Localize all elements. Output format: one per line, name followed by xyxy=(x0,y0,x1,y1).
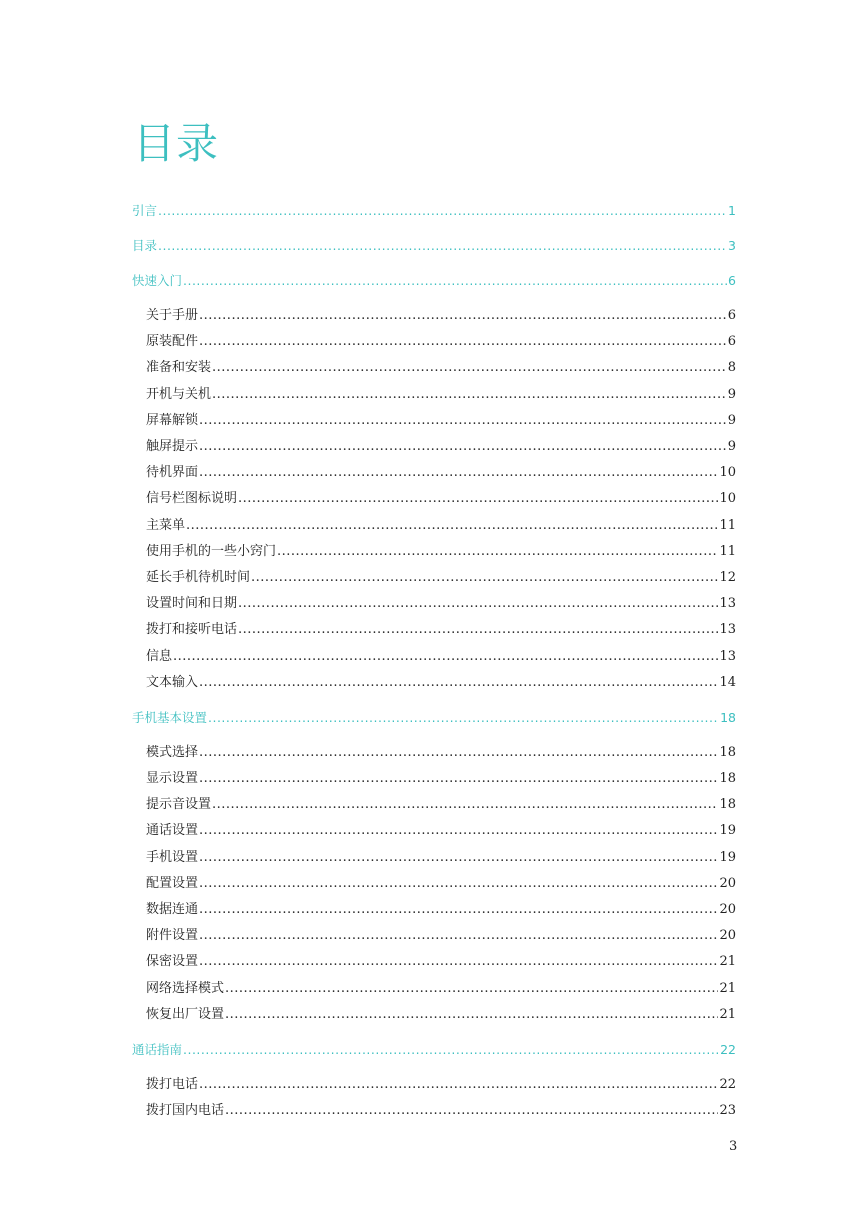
toc-entry-page: 18 xyxy=(719,797,736,812)
toc-entry-page: 19 xyxy=(719,823,736,838)
toc-entry-label: 显示设置 xyxy=(146,771,199,786)
toc-leader-dots xyxy=(199,464,718,482)
toc-entry-label: 恢复出厂设置 xyxy=(146,1007,225,1022)
toc-entry-page: 11 xyxy=(719,518,736,533)
toc-leader-dots xyxy=(212,386,727,404)
toc-entry-page: 21 xyxy=(719,981,736,996)
toc-leader-dots xyxy=(208,709,719,727)
toc-entry-label: 拨打和接听电话 xyxy=(146,622,238,637)
toc-entry-label: 快速入门 xyxy=(132,273,183,288)
toc-entry-label: 准备和安装 xyxy=(146,360,212,375)
toc-chapter-entry[interactable] xyxy=(132,202,736,220)
toc-leader-dots xyxy=(225,1102,718,1120)
toc-leader-dots xyxy=(277,543,718,561)
toc-section-entry[interactable] xyxy=(146,927,736,945)
toc-entry-label: 原装配件 xyxy=(146,334,199,349)
toc-entry-page: 6 xyxy=(727,334,736,349)
toc-leader-dots xyxy=(183,1041,719,1059)
toc-entry-page: 14 xyxy=(719,675,736,690)
toc-leader-dots xyxy=(199,953,718,971)
toc-section-entry[interactable] xyxy=(146,595,736,613)
toc-leader-dots xyxy=(158,202,727,220)
toc-leader-dots xyxy=(225,1006,718,1024)
toc-leader-dots xyxy=(212,359,727,377)
toc-entry-label: 手机设置 xyxy=(146,850,199,865)
toc-entry-label: 引言 xyxy=(132,203,158,218)
toc-chapter-entry[interactable] xyxy=(132,709,736,727)
toc-entry-label: 开机与关机 xyxy=(146,387,212,402)
toc-entry-page: 6 xyxy=(728,273,736,288)
toc-entry-page: 13 xyxy=(719,622,736,637)
toc-entry-page: 3 xyxy=(728,238,736,253)
toc-section-entry[interactable] xyxy=(146,822,736,840)
toc-entry-label: 文本输入 xyxy=(146,675,199,690)
toc-section-entry[interactable] xyxy=(146,386,736,404)
toc-section-entry[interactable] xyxy=(146,438,736,456)
toc-section-entry[interactable] xyxy=(146,359,736,377)
toc-section-entry[interactable] xyxy=(146,953,736,971)
toc-section-entry[interactable] xyxy=(146,1102,736,1120)
toc-section-entry[interactable] xyxy=(146,1006,736,1024)
toc-entry-label: 待机界面 xyxy=(146,465,199,480)
toc-leader-dots xyxy=(212,796,718,814)
toc-entry-label: 主菜单 xyxy=(146,518,186,533)
toc-leader-dots xyxy=(199,744,718,762)
toc-section-entry[interactable] xyxy=(146,1076,736,1094)
toc-entry-page: 10 xyxy=(719,491,736,506)
toc-section-entry[interactable] xyxy=(146,464,736,482)
toc-section-entry[interactable] xyxy=(146,849,736,867)
toc-entry-label: 使用手机的一些小窍门 xyxy=(146,544,277,559)
toc-entry-label: 提示音设置 xyxy=(146,797,212,812)
toc-entry-page: 18 xyxy=(719,745,736,760)
toc-leader-dots xyxy=(173,648,718,666)
toc-leader-dots xyxy=(238,595,718,613)
toc-entry-label: 附件设置 xyxy=(146,928,199,943)
toc-leader-dots xyxy=(199,927,718,945)
toc-leader-dots xyxy=(238,621,718,639)
toc-entry-label: 数据连通 xyxy=(146,902,199,917)
toc-chapter-entry[interactable] xyxy=(132,237,736,255)
toc-entry-label: 信息 xyxy=(146,649,173,664)
toc-section-entry[interactable] xyxy=(146,770,736,788)
toc-entry-label: 拨打电话 xyxy=(146,1077,199,1092)
toc-entry-page: 13 xyxy=(719,649,736,664)
toc-entry-page: 1 xyxy=(728,203,736,218)
toc-leader-dots xyxy=(186,517,718,535)
toc-entry-label: 屏幕解锁 xyxy=(146,413,199,428)
toc-section-entry[interactable] xyxy=(146,744,736,762)
toc-entry-page: 21 xyxy=(719,1007,736,1022)
toc-leader-dots xyxy=(199,674,718,692)
toc-entry-page: 11 xyxy=(719,544,736,559)
toc-section-entry[interactable] xyxy=(146,980,736,998)
toc-entry-page: 21 xyxy=(719,954,736,969)
toc-entry-page: 22 xyxy=(719,1077,736,1092)
page-number: 3 xyxy=(729,1139,738,1154)
toc-entry-page: 19 xyxy=(719,850,736,865)
toc-section-entry[interactable] xyxy=(146,901,736,919)
toc-entry-label: 信号栏图标说明 xyxy=(146,491,238,506)
toc-entry-page: 9 xyxy=(727,413,736,428)
toc-leader-dots xyxy=(199,770,718,788)
toc-entry-label: 关于手册 xyxy=(146,308,199,323)
toc-entry-page: 18 xyxy=(719,771,736,786)
page-title: 目录 xyxy=(133,119,220,168)
toc-leader-dots xyxy=(199,307,727,325)
toc-leader-dots xyxy=(199,1076,718,1094)
toc-entry-label: 目录 xyxy=(132,238,158,253)
toc-entry-label: 网络选择模式 xyxy=(146,981,225,996)
toc-leader-dots xyxy=(251,569,718,587)
toc-entry-page: 18 xyxy=(720,710,736,725)
toc-entry-page: 20 xyxy=(719,902,736,917)
toc-entry-label: 通话设置 xyxy=(146,823,199,838)
toc-entry-page: 12 xyxy=(719,570,736,585)
toc-entry-page: 8 xyxy=(727,360,736,375)
toc-leader-dots xyxy=(225,980,718,998)
toc-leader-dots xyxy=(199,822,718,840)
toc-entry-page: 9 xyxy=(727,439,736,454)
toc-entry-page: 6 xyxy=(727,308,736,323)
toc-section-entry[interactable] xyxy=(146,569,736,587)
toc-entry-page: 20 xyxy=(719,928,736,943)
toc-entry-label: 设置时间和日期 xyxy=(146,596,238,611)
toc-leader-dots xyxy=(199,333,727,351)
toc-leader-dots xyxy=(238,490,718,508)
toc-leader-dots xyxy=(199,412,727,430)
toc-chapter-entry[interactable] xyxy=(132,1041,736,1059)
toc-leader-dots xyxy=(199,849,718,867)
toc-section-entry[interactable] xyxy=(146,517,736,535)
toc-leader-dots xyxy=(199,901,718,919)
toc-entry-label: 保密设置 xyxy=(146,954,199,969)
toc-entry-page: 9 xyxy=(727,387,736,402)
toc-section-entry[interactable] xyxy=(146,333,736,351)
toc-entry-page: 20 xyxy=(719,876,736,891)
toc-entry-label: 拨打国内电话 xyxy=(146,1103,225,1118)
toc-entry-label: 触屏提示 xyxy=(146,439,199,454)
toc-section-entry[interactable] xyxy=(146,648,736,666)
toc-entry-label: 配置设置 xyxy=(146,876,199,891)
toc-leader-dots xyxy=(158,237,727,255)
toc-section-entry[interactable] xyxy=(146,412,736,430)
toc-entry-page: 22 xyxy=(720,1042,736,1057)
toc-entry-label: 延长手机待机时间 xyxy=(146,570,251,585)
toc-section-entry[interactable] xyxy=(146,875,736,893)
toc-leader-dots xyxy=(183,272,727,290)
toc-entry-label: 模式选择 xyxy=(146,745,199,760)
toc-section-entry[interactable] xyxy=(146,543,736,561)
toc-section-entry[interactable] xyxy=(146,621,736,639)
toc-chapter-entry[interactable] xyxy=(132,272,736,290)
toc-entry-label: 通话指南 xyxy=(132,1042,183,1057)
toc-entry-label: 手机基本设置 xyxy=(132,710,208,725)
toc-section-entry[interactable] xyxy=(146,674,736,692)
toc-entry-page: 10 xyxy=(719,465,736,480)
toc-entry-page: 13 xyxy=(719,596,736,611)
toc-leader-dots xyxy=(199,875,718,893)
toc-entry-page: 23 xyxy=(719,1103,736,1118)
toc-section-entry[interactable] xyxy=(146,490,736,508)
toc-section-entry[interactable] xyxy=(146,307,736,325)
toc-section-entry[interactable] xyxy=(146,796,736,814)
toc-leader-dots xyxy=(199,438,727,456)
